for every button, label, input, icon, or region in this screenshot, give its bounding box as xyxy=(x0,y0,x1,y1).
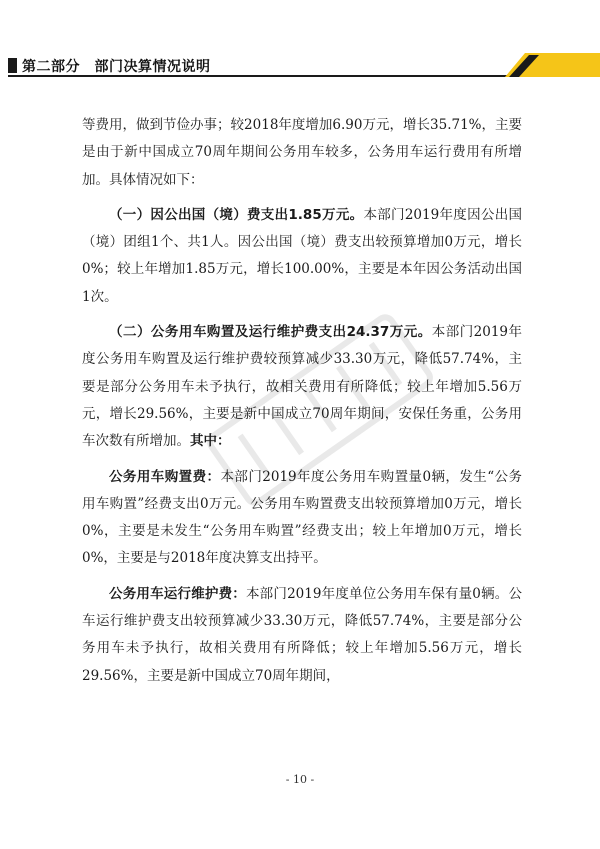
paragraph-tail-heading: 其中： xyxy=(190,433,231,450)
paragraph-vehicle-purchase xyxy=(82,464,522,573)
paragraph-text: 等费用，做到节俭办事；较2018年度增加6.90万元，增长35.71%，主要是由于新中国成立70周年期间公务用车较多，公务用车运行费用有所增加。具体情况如下： xyxy=(82,117,522,188)
header-rule xyxy=(8,75,538,77)
document-body xyxy=(82,112,522,690)
header-accent-graphic xyxy=(465,53,600,79)
paragraph-heading: （二）公务用车购置及运行维护费支出24.37万元。 xyxy=(109,324,432,341)
paragraph-text: 本部门2019年度因公出国（境）团组1个、共1人。因公出国（境）费支出较预算增加0万元，增长0%；较上年增加1.85万元，增长100.00%，主要是本年因公务活动出国1次。 xyxy=(82,206,523,305)
section-title: 第二部分 部门决算情况说明 xyxy=(22,59,211,75)
paragraph-heading: 公务用车运行维护费： xyxy=(109,585,246,602)
paragraph-vehicle-maintenance xyxy=(82,581,522,690)
header-marker xyxy=(8,58,17,73)
page-number: - 10 - xyxy=(285,773,315,786)
paragraph-continuation xyxy=(82,112,522,194)
paragraph-text: 本部门2019年度单位公务用车保有量0辆。公车运行维护费支出较预算减少33.30万元，降低57.74%，主要是部分公务用车未予执行，故相关费用有所降低；较上年增加5.56万元，增长29.56%，主要是新中国成立70周年期间， xyxy=(82,585,522,684)
paragraph-heading: 公务用车购置费： xyxy=(109,468,221,485)
paragraph-vehicle-expenses xyxy=(82,319,522,455)
paragraph-heading: （一）因公出国（境）费支出1.85万元。 xyxy=(109,206,364,223)
paragraph-overseas-travel xyxy=(82,202,522,311)
paragraph-text: 本部门2019年度公务用车购置量0辆，发生“公务用车购置”经费支出0万元。公务用车购置费支出较预算增加0万元，增长0%，主要是未发生“公务用车购置”经费支出；较上年增加0万元，增长0%，主要是与2018年度决算支出持平。 xyxy=(82,468,522,567)
page-header xyxy=(0,53,600,79)
paragraph-text: 本部门2019年度公务用车购置及运行维护费较预算减少33.30万元，降低57.74%，主要是部分公务用车未予执行，故相关费用有所降低；较上年增加5.56万元，增长29.56%，主要是新中国成立70周年期间，安保任务重，公务用车次数有所增加。 xyxy=(82,324,523,450)
